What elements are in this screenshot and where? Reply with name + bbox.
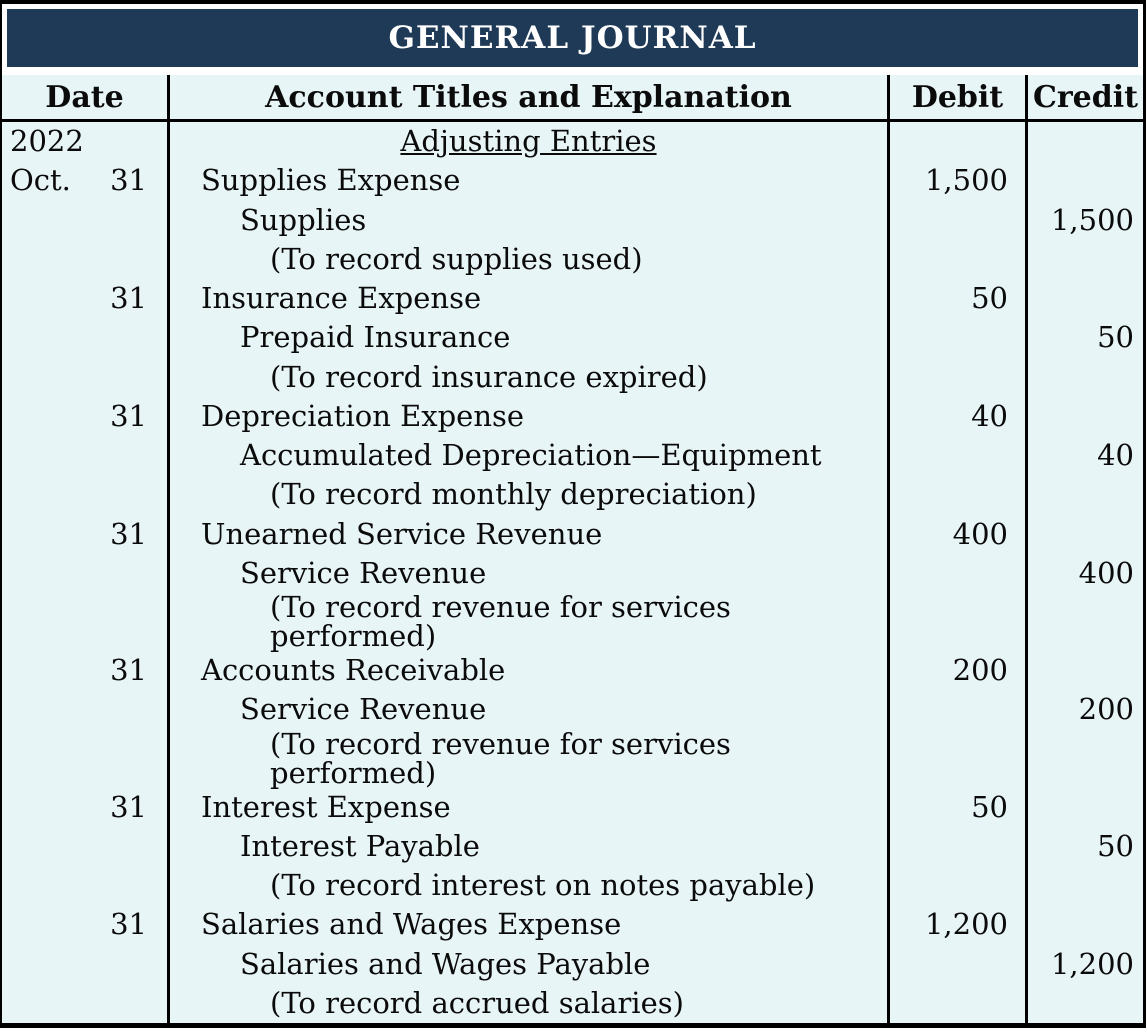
credit-cell	[1025, 984, 1143, 1023]
date-cell	[2, 866, 167, 905]
debit-account: Salaries and Wages Expense	[201, 907, 622, 942]
debit-cell	[887, 866, 1025, 905]
day-label: 31	[110, 281, 147, 316]
credit-amount: 1,500	[1050, 202, 1134, 237]
journal-table	[2, 75, 1143, 1023]
credit-cell	[1025, 554, 1143, 593]
account-cell	[167, 240, 887, 279]
credit-cell	[1025, 475, 1143, 514]
date-cell	[2, 358, 167, 397]
month-label: Oct.	[10, 163, 71, 198]
credit-cell	[1025, 161, 1143, 200]
credit-amount: 400	[1078, 555, 1134, 590]
entry-credit-line	[2, 827, 1143, 866]
entry-explanation-line	[2, 358, 1143, 397]
entry-explanation-line	[2, 866, 1143, 905]
title-band	[7, 9, 1138, 67]
credit-cell	[1025, 397, 1143, 436]
day-label: 31	[110, 163, 147, 198]
account-cell	[167, 161, 887, 200]
credit-cell	[1025, 905, 1143, 944]
debit-amount: 400	[952, 516, 1008, 551]
debit-cell	[887, 161, 1025, 200]
entry-debit-line	[2, 397, 1143, 436]
entry-explanation: (To record revenue for services performed)	[270, 726, 731, 790]
debit-account: Interest Expense	[201, 789, 451, 824]
date-cell	[2, 827, 167, 866]
credit-amount: 1,200	[1050, 946, 1134, 981]
debit-cell	[887, 690, 1025, 729]
debit-amount: 40	[971, 398, 1008, 433]
date-cell	[2, 905, 167, 944]
account-cell	[167, 436, 887, 475]
column-header-debit: Debit	[887, 75, 1025, 119]
date-cell	[2, 945, 167, 984]
debit-cell	[887, 827, 1025, 866]
title-band-wrapper	[2, 4, 1143, 75]
debit-account: Insurance Expense	[201, 281, 482, 316]
debit-amount: 50	[971, 281, 1008, 316]
account-cell	[167, 515, 887, 554]
entry-credit-line	[2, 318, 1143, 357]
date-cell	[2, 984, 167, 1023]
date-cell	[2, 690, 167, 729]
date-cell	[2, 240, 167, 279]
credit-account: Service Revenue	[240, 692, 487, 727]
account-cell	[167, 788, 887, 827]
account-cell	[167, 905, 887, 944]
day-label: 31	[110, 789, 147, 824]
date-cell	[2, 788, 167, 827]
debit-cell	[887, 240, 1025, 279]
entry-credit-line	[2, 945, 1143, 984]
account-cell	[167, 279, 887, 318]
entry-explanation-line	[2, 590, 1143, 653]
account-cell	[167, 590, 887, 653]
entry-debit-line	[2, 161, 1143, 200]
credit-amount: 200	[1078, 692, 1134, 727]
credit-cell	[1025, 318, 1143, 357]
section-heading: Adjusting Entries	[400, 124, 657, 159]
table-header-row	[2, 75, 1143, 122]
entry-credit-line	[2, 201, 1143, 240]
account-cell	[167, 397, 887, 436]
credit-cell	[1025, 788, 1143, 827]
account-cell	[167, 554, 887, 593]
journal-title: GENERAL JOURNAL	[388, 20, 757, 56]
account-cell	[167, 475, 887, 514]
entry-explanation: (To record insurance expired)	[270, 359, 708, 394]
entry-explanation: (To record interest on notes payable)	[270, 868, 816, 903]
credit-cell	[1025, 690, 1143, 729]
entry-credit-line	[2, 554, 1143, 593]
credit-cell	[1025, 651, 1143, 690]
entry-explanation-line	[2, 984, 1143, 1023]
debit-amount: 50	[971, 789, 1008, 824]
table-body	[2, 122, 1143, 1023]
date-cell	[2, 554, 167, 593]
date-cell	[2, 122, 167, 161]
entry-debit-line	[2, 651, 1143, 690]
column-header-date: Date	[45, 79, 124, 115]
credit-amount: 50	[1097, 320, 1134, 355]
date-cell	[2, 201, 167, 240]
debit-cell	[887, 515, 1025, 554]
entry-explanation: (To record monthly depreciation)	[270, 477, 757, 512]
date-cell	[2, 730, 167, 788]
debit-cell	[887, 358, 1025, 397]
entry-explanation-line	[2, 475, 1143, 514]
account-cell	[167, 651, 887, 690]
day-label: 31	[110, 516, 147, 551]
account-cell	[167, 827, 887, 866]
credit-cell	[1025, 593, 1143, 651]
credit-amount: 40	[1097, 438, 1134, 473]
debit-amount: 1,200	[924, 907, 1008, 942]
date-cell	[2, 593, 167, 651]
debit-cell	[887, 651, 1025, 690]
credit-cell	[1025, 515, 1143, 554]
date-cell	[2, 436, 167, 475]
year-label: 2022	[10, 124, 84, 159]
debit-amount: 200	[952, 653, 1008, 688]
credit-account: Salaries and Wages Payable	[240, 946, 651, 981]
debit-cell	[887, 122, 1025, 161]
debit-cell	[887, 318, 1025, 357]
entry-explanation: (To record accrued salaries)	[270, 985, 684, 1020]
credit-cell	[1025, 358, 1143, 397]
date-cell	[2, 651, 167, 690]
debit-account: Accounts Receivable	[201, 653, 506, 688]
debit-cell	[887, 436, 1025, 475]
entry-debit-line	[2, 788, 1143, 827]
credit-account: Supplies	[240, 202, 367, 237]
debit-cell	[887, 279, 1025, 318]
account-cell	[167, 945, 887, 984]
entry-debit-line	[2, 279, 1143, 318]
date-cell	[2, 475, 167, 514]
date-cell	[2, 318, 167, 357]
entry-debit-line	[2, 905, 1143, 944]
debit-cell	[887, 730, 1025, 788]
debit-cell	[887, 201, 1025, 240]
credit-cell	[1025, 279, 1143, 318]
debit-cell	[887, 788, 1025, 827]
debit-account: Depreciation Expense	[201, 398, 525, 433]
date-cell	[2, 161, 167, 200]
credit-cell	[1025, 201, 1143, 240]
entry-explanation-line	[2, 240, 1143, 279]
entry-explanation: (To record revenue for services performed)	[270, 590, 731, 653]
column-header-account: Account Titles and Explanation	[167, 75, 887, 119]
credit-account: Service Revenue	[240, 555, 487, 590]
debit-amount: 1,500	[924, 163, 1008, 198]
entry-explanation: (To record supplies used)	[270, 241, 643, 276]
debit-cell	[887, 397, 1025, 436]
date-cell	[2, 279, 167, 318]
credit-amount: 50	[1097, 828, 1134, 863]
credit-cell	[1025, 945, 1143, 984]
debit-cell	[887, 475, 1025, 514]
debit-account: Unearned Service Revenue	[201, 516, 603, 551]
section-heading-line	[2, 122, 1143, 161]
credit-cell	[1025, 827, 1143, 866]
credit-cell	[1025, 866, 1143, 905]
account-cell	[167, 984, 887, 1023]
account-cell	[167, 690, 887, 729]
credit-cell	[1025, 436, 1143, 475]
entry-debit-line	[2, 515, 1143, 554]
debit-cell	[887, 593, 1025, 651]
day-label: 31	[110, 398, 147, 433]
debit-cell	[887, 945, 1025, 984]
account-cell	[167, 866, 887, 905]
credit-cell	[1025, 240, 1143, 279]
column-header-credit: Credit	[1025, 75, 1143, 119]
debit-cell	[887, 554, 1025, 593]
entry-credit-line	[2, 436, 1143, 475]
debit-account: Supplies Expense	[201, 163, 461, 198]
account-cell	[167, 201, 887, 240]
date-cell	[2, 397, 167, 436]
day-label: 31	[110, 907, 147, 942]
account-cell	[167, 318, 887, 357]
day-label: 31	[110, 653, 147, 688]
account-cell	[167, 358, 887, 397]
entry-explanation-line	[2, 726, 1143, 790]
credit-account: Prepaid Insurance	[240, 320, 511, 355]
account-cell	[167, 726, 887, 790]
credit-cell	[1025, 122, 1143, 161]
entry-credit-line	[2, 690, 1143, 729]
date-cell	[2, 515, 167, 554]
debit-cell	[887, 984, 1025, 1023]
credit-cell	[1025, 730, 1143, 788]
account-cell	[167, 122, 887, 161]
credit-account: Interest Payable	[240, 828, 480, 863]
debit-cell	[887, 905, 1025, 944]
credit-account: Accumulated Depreciation—Equipment	[240, 438, 822, 473]
